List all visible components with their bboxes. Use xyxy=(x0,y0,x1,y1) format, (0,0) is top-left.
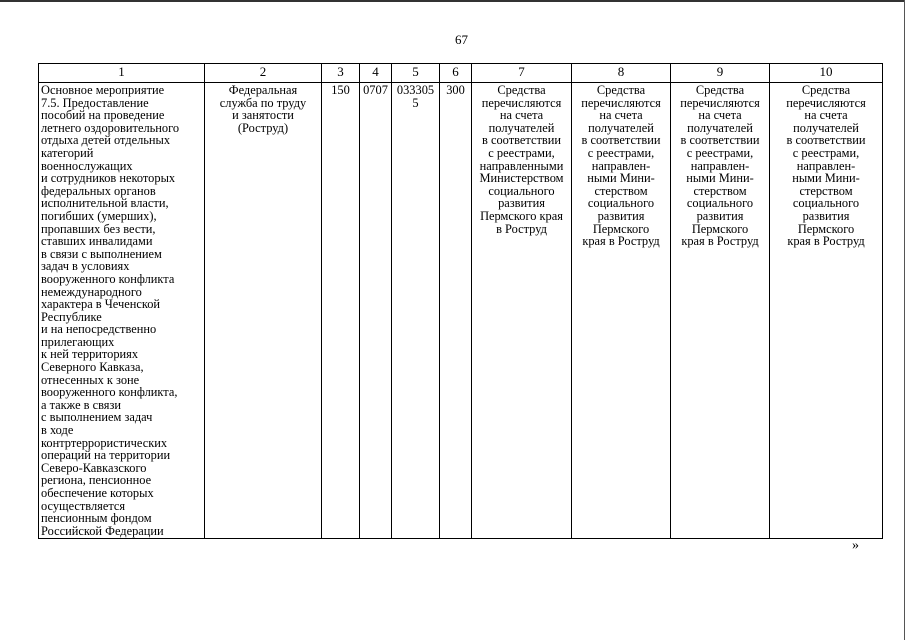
top-edge-line xyxy=(0,0,905,2)
column-header: 1 xyxy=(39,64,205,83)
column-header: 10 xyxy=(770,64,883,83)
column-header: 2 xyxy=(205,64,322,83)
funding-note-cell-7: Средства перечисляются на счета получателей в соответствии с реестрами, направленными Министерством социального развития Пермского края в Роструд xyxy=(472,83,572,539)
column-header: 9 xyxy=(671,64,770,83)
table-row xyxy=(39,83,883,539)
funding-note-cell-10: Средства перечисляются на счета получателей в соответствии с реестрами, направлен- ными Мини- стерством социального развития Пермского края в Роструд xyxy=(770,83,883,539)
page-number: 67 xyxy=(455,32,468,47)
code-cell-3: 150 xyxy=(322,83,360,539)
continuation-mark: » xyxy=(852,538,859,553)
column-header: 6 xyxy=(440,64,472,83)
responsible-agency-cell: Федеральная служба по труду и занятости (Роструд) xyxy=(205,83,322,539)
code-cell-6: 300 xyxy=(440,83,472,539)
data-table xyxy=(38,63,883,539)
funding-note-cell-9: Средства перечисляются на счета получателей в соответствии с реестрами, направлен- ными Мини- стерством социального развития Пермского края в Роструд xyxy=(671,83,770,539)
code-cell-4: 0707 xyxy=(360,83,392,539)
column-header: 3 xyxy=(322,64,360,83)
code-cell-5: 033305 5 xyxy=(392,83,440,539)
activity-description-cell: Основное мероприятие 7.5. Предоставление пособий на проведение летнего оздоровительного отдыха детей отдельных категорий военнослужащих и сотрудников некоторых федеральных органов исполнительной власти, погибших (умерших), пропавших без вести, ставших инвалидами в связи с выполнением задач в условиях вооруженного конфликта немеждународного характера в Чеченской Республике и на непосредственно прилегающих к ней территориях Северного Кавказа, отнесенных к зоне вооруженного конфликта, а также в связи с выполнением задач в ходе контртеррористических операций на территории Северо-Кавказского региона, пенсионное обеспечение которых осуществляется пенсионным фондом Российской Федерации xyxy=(39,83,205,539)
header-row xyxy=(39,64,883,83)
column-header: 8 xyxy=(572,64,671,83)
column-header: 5 xyxy=(392,64,440,83)
funding-note-cell-8: Средства перечисляются на счета получателей в соответствии с реестрами, направлен- ными Мини- стерством социального развития Пермского края в Роструд xyxy=(572,83,671,539)
column-header: 7 xyxy=(472,64,572,83)
column-header: 4 xyxy=(360,64,392,83)
